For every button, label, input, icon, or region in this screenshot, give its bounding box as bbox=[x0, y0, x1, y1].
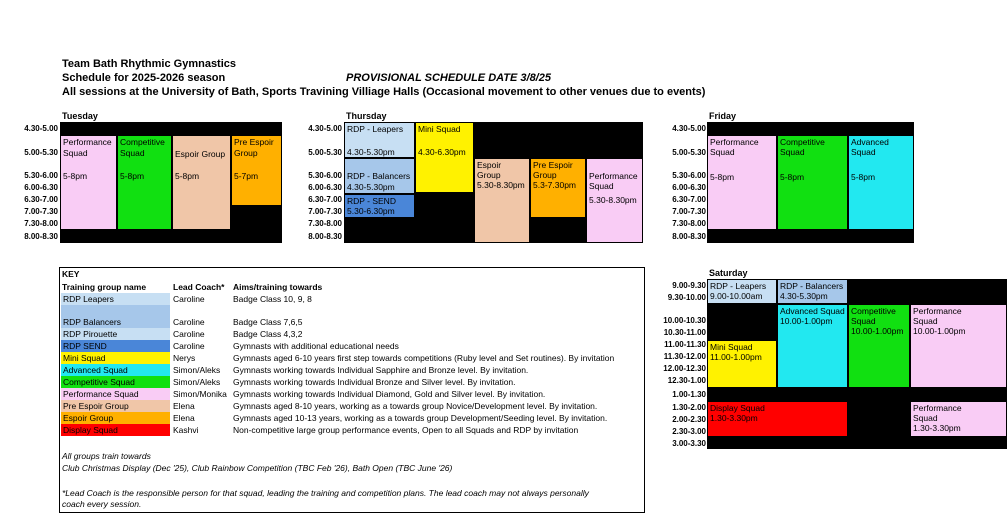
tuesday-closed-block bbox=[231, 206, 282, 230]
key-coach: Caroline bbox=[173, 341, 205, 351]
key-swatch: Performance Squad bbox=[61, 388, 170, 400]
key-coach: Caroline bbox=[173, 329, 205, 339]
time-label: 5.00-5.30 bbox=[24, 148, 58, 157]
session-name: Performance Squad bbox=[589, 171, 638, 191]
key-aim: Gymnasts aged 6-10 years first step towards competitions (Ruby level and Set routines). By invitation bbox=[233, 353, 615, 363]
saturday-closed-block bbox=[707, 437, 848, 449]
session-name: Mini Squad bbox=[418, 124, 461, 134]
session-name: Pre Espoir Group bbox=[234, 137, 274, 158]
key-swatch: RDP Pirouette bbox=[61, 328, 170, 340]
key-title: KEY bbox=[62, 269, 80, 279]
session-name: Competitive Squad bbox=[120, 137, 165, 158]
session-name: Espoir Group bbox=[175, 149, 226, 159]
thursday-send-session bbox=[344, 194, 415, 218]
time-label: 10.30-11.00 bbox=[663, 328, 706, 337]
time-label: 7.30-8.00 bbox=[308, 219, 342, 228]
time-label: 4.30-5.00 bbox=[24, 124, 58, 133]
time-label: 12.00-12.30 bbox=[663, 364, 706, 373]
friday-closed-block bbox=[707, 230, 914, 243]
key-swatch: Mini Squad bbox=[61, 352, 170, 364]
session-time: 11.00-1.00pm bbox=[710, 352, 762, 362]
friday-advanced-session bbox=[848, 135, 914, 230]
time-label: 11.30-12.00 bbox=[663, 352, 706, 361]
key-aim: Gymnasts aged 10-13 years, working as a towards group Development/Seeding level. By invitation. bbox=[233, 413, 608, 423]
time-label: 7.30-8.00 bbox=[24, 219, 58, 228]
session-time: 5.30-8.30pm bbox=[589, 195, 637, 205]
session-name: Performance Squad bbox=[913, 403, 962, 423]
thursday-espoir-session bbox=[474, 158, 530, 243]
time-label: 12.30-1.00 bbox=[667, 376, 706, 385]
key-coach: Nerys bbox=[173, 353, 196, 363]
thursday-closed-block bbox=[474, 122, 643, 158]
saturday-closed-block bbox=[910, 437, 1007, 449]
key-note-coach: *Lead Coach is the responsible person for that squad, leading the training and competition plans. The lead coach may not always personally bbox=[62, 488, 589, 498]
thursday-mini-session bbox=[415, 122, 474, 193]
key-aim: Gymnasts working towards Individual Sapphire and Bronze level. By invitation. bbox=[233, 365, 529, 375]
session-time: 5.30-8.30pm bbox=[477, 180, 525, 190]
tuesday-pre-espoir-session bbox=[231, 135, 282, 206]
tuesday-espoir-session bbox=[172, 135, 231, 230]
time-label: 2.30-3.00 bbox=[672, 427, 706, 436]
day-label-thursday: Thursday bbox=[346, 111, 387, 121]
session-time: 5-8pm bbox=[851, 172, 876, 182]
saturday-performance-am-session bbox=[910, 304, 1007, 388]
session-name: RDP - Balancers bbox=[780, 281, 844, 291]
saturday-balancers-session bbox=[777, 279, 848, 304]
time-label: 4.30-5.00 bbox=[308, 124, 342, 133]
time-label: 6.30-7.00 bbox=[24, 195, 58, 204]
key-note-heading: All groups train towards bbox=[62, 451, 151, 461]
key-coach: Elena bbox=[173, 413, 195, 423]
key-swatch: RDP Leapers bbox=[61, 293, 170, 305]
key-swatch: Advanced Squad bbox=[61, 364, 170, 376]
session-name: Performance Squad bbox=[913, 306, 962, 326]
session-name: RDP - SEND bbox=[347, 196, 396, 206]
session-time: 10.00-1.00pm bbox=[780, 316, 833, 326]
key-coach: Elena bbox=[173, 401, 195, 411]
session-time: 1.30-3.30pm bbox=[710, 413, 758, 423]
key-coach: Caroline bbox=[173, 294, 205, 304]
time-label: 9.30-10.00 bbox=[667, 293, 706, 302]
session-name: Competitive Squad bbox=[780, 137, 825, 157]
time-label: 8.00-8.30 bbox=[672, 232, 706, 241]
key-note-events: Club Christmas Display (Dec '25), Club Rainbow Competition (TBC Feb '26), Bath Open (TBC June '26) bbox=[62, 463, 453, 473]
thursday-performance-session bbox=[586, 158, 643, 243]
time-label: 9.00-9.30 bbox=[672, 281, 706, 290]
key-aim: Gymnasts with additional educational needs bbox=[233, 341, 399, 351]
saturday-leapers-session bbox=[707, 279, 777, 304]
session-time: 5-8pm bbox=[710, 172, 735, 182]
key-coach: Caroline bbox=[173, 317, 205, 327]
day-label-friday: Friday bbox=[709, 111, 737, 121]
time-label: 4.30-5.00 bbox=[672, 124, 706, 133]
thursday-balancers-session bbox=[344, 158, 415, 194]
key-aim: Gymnasts working towards Individual Bronze and Silver level. By invitation. bbox=[233, 377, 516, 387]
key-swatch: RDP Balancers bbox=[61, 316, 170, 328]
session-name: Performance Squad bbox=[710, 137, 759, 157]
time-label: 5.00-5.30 bbox=[308, 148, 342, 157]
session-time: 4.30-5.30pm bbox=[347, 147, 395, 157]
time-label: 6.00-6.30 bbox=[24, 183, 58, 192]
time-label: 2.00-2.30 bbox=[672, 415, 706, 424]
session-time: 10.00-1.00pm bbox=[851, 326, 904, 336]
time-label: 8.00-8.30 bbox=[308, 232, 342, 241]
key-aim: Gymnasts working towards Individual Diamond, Gold and Silver level. By invitation. bbox=[233, 389, 546, 399]
key-col-group: Training group name bbox=[62, 282, 147, 292]
session-name: Competitive Squad bbox=[851, 306, 896, 326]
time-label: 5.30-6.00 bbox=[672, 171, 706, 180]
season-title: Schedule for 2025-2026 season bbox=[62, 72, 226, 84]
time-label: 7.00-7.30 bbox=[24, 207, 58, 216]
key-col-aims: Aims/training towards bbox=[233, 282, 323, 292]
time-label: 11.00-11.30 bbox=[664, 340, 706, 349]
session-name: Advanced Squad bbox=[780, 306, 845, 316]
time-label: 1.00-1.30 bbox=[672, 390, 706, 399]
day-label-tuesday: Tuesday bbox=[62, 111, 98, 121]
session-name: Performance Squad bbox=[63, 137, 112, 158]
session-time: 5-8pm bbox=[780, 172, 805, 182]
key-aim: Badge Class 4,3,2 bbox=[233, 329, 303, 339]
saturday-closed-block bbox=[707, 388, 1007, 401]
thursday-closed-block bbox=[530, 218, 586, 243]
tuesday-closed-block bbox=[60, 230, 282, 243]
key-note-coach-cont: coach every session. bbox=[62, 499, 142, 509]
time-label: 5.30-6.00 bbox=[308, 171, 342, 180]
key-swatch: Competitive Squad bbox=[61, 376, 170, 388]
saturday-closed-block bbox=[848, 279, 1007, 304]
saturday-closed-block bbox=[707, 304, 777, 340]
time-label: 5.30-6.00 bbox=[24, 171, 58, 180]
session-time: 5-8pm bbox=[120, 171, 145, 181]
key-aim: Gymnasts aged 8-10 years, working as a towards group Novice/Development level. By invitation. bbox=[233, 401, 598, 411]
session-name: Espoir Group bbox=[477, 160, 502, 180]
thursday-leapers-session bbox=[344, 122, 415, 158]
thursday-pre-espoir-session bbox=[530, 158, 586, 218]
venue-note: All sessions at the University of Bath, Sports Travining Villiage Halls (Occasional movement to other venues due to events) bbox=[62, 86, 706, 98]
key-swatch: Espoir Group bbox=[61, 412, 170, 424]
session-name: RDP - Leapers bbox=[710, 281, 767, 291]
session-time: 9.00-10.00am bbox=[710, 291, 763, 301]
saturday-competitive-session bbox=[848, 304, 910, 388]
session-time: 4.30-5.30pm bbox=[347, 182, 395, 192]
time-label: 7.00-7.30 bbox=[308, 207, 342, 216]
session-time: 5.30-6.30pm bbox=[347, 206, 395, 216]
session-time: 5-8pm bbox=[63, 171, 88, 181]
session-name: Display Squad bbox=[710, 403, 765, 413]
key-aim: Badge Class 10, 9, 8 bbox=[233, 294, 312, 304]
session-time: 5-7pm bbox=[234, 171, 259, 181]
key-swatch: Pre Espoir Group bbox=[61, 400, 170, 412]
saturday-mini-session bbox=[707, 340, 777, 388]
saturday-advanced-session bbox=[777, 304, 848, 388]
time-label: 7.00-7.30 bbox=[672, 207, 706, 216]
time-label: 8.00-8.30 bbox=[24, 232, 58, 241]
session-name: RDP - Leapers bbox=[347, 124, 404, 134]
key-coach: Kashvi bbox=[173, 425, 199, 435]
session-time: 1.30-3.30pm bbox=[913, 423, 961, 433]
session-name: Advanced Squad bbox=[851, 137, 889, 157]
key-coach: Simon/Monika bbox=[173, 389, 227, 399]
friday-competitive-session bbox=[777, 135, 848, 230]
session-name: Mini Squad bbox=[710, 342, 753, 352]
time-label: 10.00-10.30 bbox=[663, 316, 706, 325]
key-swatch: Display Squad bbox=[61, 424, 170, 436]
key-coach: Simon/Aleks bbox=[173, 365, 221, 375]
key-coach: Simon/Aleks bbox=[173, 377, 221, 387]
time-label: 3.00-3.30 bbox=[672, 439, 706, 448]
time-label: 6.00-6.30 bbox=[308, 183, 342, 192]
session-time: 5.3-7.30pm bbox=[533, 180, 576, 190]
tuesday-competitive-session bbox=[117, 135, 172, 230]
session-name: RDP - Balancers bbox=[347, 171, 411, 181]
day-label-saturday: Saturday bbox=[709, 268, 748, 278]
session-time: 4.30-6.30pm bbox=[418, 147, 466, 157]
key-swatch: RDP SEND bbox=[61, 340, 170, 352]
friday-performance-session bbox=[707, 135, 777, 230]
time-label: 1.30-2.00 bbox=[672, 403, 706, 412]
session-time: 4.30-5.30pm bbox=[780, 291, 828, 301]
tuesday-closed-block bbox=[60, 122, 282, 135]
provisional-date: PROVISIONAL SCHEDULE DATE 3/8/25 bbox=[346, 72, 551, 84]
club-title: Team Bath Rhythmic Gymnastics bbox=[62, 58, 237, 70]
time-label: 6.00-6.30 bbox=[672, 183, 706, 192]
saturday-closed-block bbox=[848, 401, 910, 449]
thursday-closed-block bbox=[415, 193, 474, 218]
session-time: 5-8pm bbox=[175, 171, 200, 181]
friday-closed-block bbox=[707, 122, 914, 135]
session-name: Pre Espoir Group bbox=[533, 160, 573, 180]
saturday-display-session bbox=[707, 401, 848, 437]
time-label: 6.30-7.00 bbox=[308, 195, 342, 204]
saturday-performance-pm-session bbox=[910, 401, 1007, 437]
key-col-coach: Lead Coach* bbox=[173, 282, 225, 292]
key-aim: Non-competitive large group performance events, Open to all Squads and RDP by invitation bbox=[233, 425, 579, 435]
time-label: 6.30-7.00 bbox=[672, 195, 706, 204]
time-label: 5.00-5.30 bbox=[672, 148, 706, 157]
time-label: 7.30-8.00 bbox=[672, 219, 706, 228]
tuesday-performance-session bbox=[60, 135, 117, 230]
key-aim: Badge Class 7,6,5 bbox=[233, 317, 303, 327]
session-time: 10.00-1.00pm bbox=[913, 326, 966, 336]
